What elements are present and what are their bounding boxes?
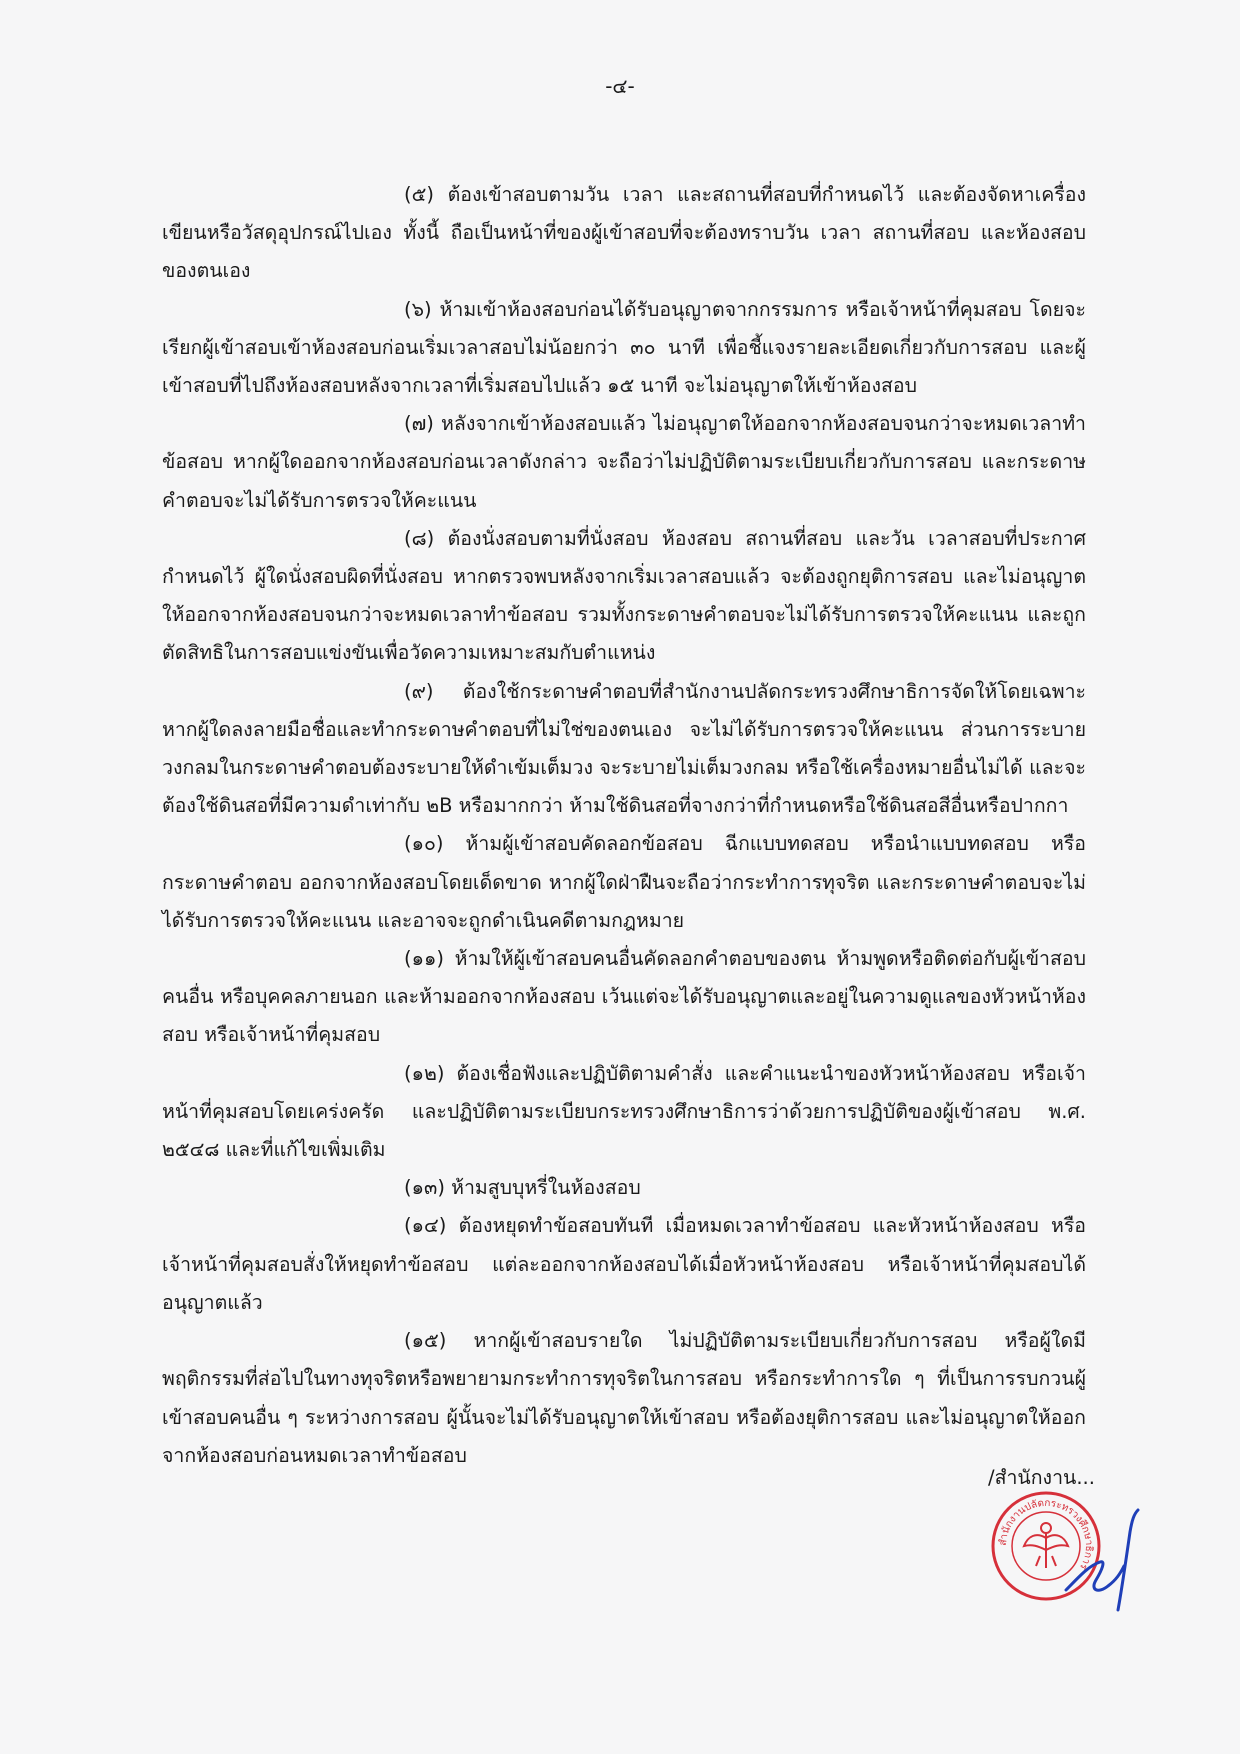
rule-paragraph-6: (๖) ห้ามเข้าห้องสอบก่อนได้รับอนุญาตจากกรรมการ หรือเจ้าหน้าที่คุมสอบ โดยจะเรียกผู้เข้าสอบเข้าห้องสอบก่อนเริ่มเวลาสอบไม่น้อยกว่า ๓๐ นาที เพื่อชี้แจงรายละเอียดเกี่ยวกับการสอบ และผู้เข้าสอบที่ไปถึงห้องสอบหลังจากเวลาที่เริ่มสอบไปแล้ว ๑๕ นาที จะไม่อนุญาตให้เข้าห้องสอบ [162, 297, 1086, 398]
rule-paragraph-15: (๑๕) หากผู้เข้าสอบรายใด ไม่ปฏิบัติตามระเบียบเกี่ยวกับการสอบ หรือผู้ใดมีพฤติกรรมที่ส่อไปในทางทุจริตหรือพยายามกระทำการทุจริตในการสอบ หรือกระทำการใด ๆ ที่เป็นการรบกวนผู้เข้าสอบคนอื่น ๆ ระหว่างการสอบ ผู้นั้นจะไม่ได้รับอนุญาตให้เข้าสอบ หรือต้องยุติการสอบ และไม่อนุญาตให้ออกจากห้องสอบก่อนหมดเวลาทำข้อสอบ [162, 1329, 1086, 1467]
rule-paragraph-5: (๕) ต้องเข้าสอบตามวัน เวลา และสถานที่สอบที่กำหนดไว้ และต้องจัดหาเครื่องเขียนหรือวัสดุอุปกรณ์ไปเอง ทั้งนี้ ถือเป็นหน้าที่ของผู้เข้าสอบที่จะต้องทราบวัน เวลา สถานที่สอบ และห้องสอบของตนเอง [162, 183, 1086, 283]
rule-paragraph-14: (๑๔) ต้องหยุดทำข้อสอบทันที เมื่อหมดเวลาทำข้อสอบ และหัวหน้าห้องสอบ หรือเจ้าหน้าที่คุมสอบสั่งให้หยุดทำข้อสอบ แต่ละออกจากห้องสอบได้เมื่อหัวหน้าห้องสอบ หรือเจ้าหน้าที่คุมสอบได้อนุญาตแล้ว [162, 1214, 1086, 1314]
rule-paragraph-11: (๑๑) ห้ามให้ผู้เข้าสอบคนอื่นคัดลอกคำตอบของตน ห้ามพูดหรือติดต่อกับผู้เข้าสอบคนอื่น หรือบุคคลภายนอก และห้ามออกจากห้องสอบ เว้นแต่จะได้รับอนุญาตและอยู่ในความดูแลของหัวหน้าห้องสอบ หรือเจ้าหน้าที่คุมสอบ [162, 947, 1086, 1047]
rule-paragraph-12: (๑๒) ต้องเชื่อฟังและปฏิบัติตามคำสั่ง และคำแนะนำของหัวหน้าห้องสอบ หรือเจ้าหน้าที่คุมสอบโดยเคร่งครัด และปฏิบัติตามระเบียบกระทรวงศึกษาธิการว่าด้วยการปฏิบัติของผู้เข้าสอบ พ.ศ. ๒๕๔๘ และที่แก้ไขเพิ่มเติม [162, 1061, 1086, 1162]
page-number: -๔- [605, 74, 635, 98]
seal-ring-text: สำนักงานปลัดกระทรวงศึกษาธิการ [997, 1497, 1095, 1572]
handwritten-signature [1058, 1490, 1148, 1620]
rule-paragraph-9: (๙) ต้องใช้กระดาษคำตอบที่สำนักงานปลัดกระทรวงศึกษาธิการจัดให้โดยเฉพาะ หากผู้ใดลงลายมือชื่อและทำกระดาษคำตอบที่ไม่ใช่ของตนเอง จะไม่ได้รับการตรวจให้คะแนน ส่วนการระบายวงกลมในกระดาษคำตอบต้องระบายให้ดำเข้มเต็มวง จะระบายไม่เต็มวงกลม หรือใช้เครื่องหมายอื่นไม่ได้ และจะต้องใช้ดินสอที่มีความดำเท่ากับ ๒B หรือมากกว่า ห้ามใช้ดินสอที่จางกว่าที่กำหนดหรือใช้ดินสอสีอื่นหรือปากกา [162, 679, 1086, 818]
rule-paragraph-7: (๗) หลังจากเข้าห้องสอบแล้ว ไม่อนุญาตให้ออกจากห้องสอบจนกว่าจะหมดเวลาทำข้อสอบ หากผู้ใดออกจากห้องสอบก่อนเวลาดังกล่าว จะถือว่าไม่ปฏิบัติตามระเบียบเกี่ยวกับการสอบ และกระดาษคำตอบจะไม่ได้รับการตรวจให้คะแนน [162, 412, 1086, 512]
rule-paragraph-13: (๑๓) ห้ามสูบบุหรี่ในห้องสอบ [404, 1176, 641, 1200]
rule-paragraph-8: (๘) ต้องนั่งสอบตามที่นั่งสอบ ห้องสอบ สถานที่สอบ และวัน เวลาสอบที่ประกาศกำหนดไว้ ผู้ใดนั่งสอบผิดที่นั่งสอบ หากตรวจพบหลังจากเริ่มเวลาสอบแล้ว จะต้องถูกยุติการสอบ และไม่อนุญาตให้ออกจากห้องสอบจนกว่าจะหมดเวลาทำข้อสอบ รวมทั้งกระดาษคำตอบจะไม่ได้รับการตรวจให้คะแนน และถูกตัดสิทธิในการสอบแข่งขันเพื่อวัดความเหมาะสมกับตำแหน่ง [162, 526, 1086, 665]
rule-paragraph-10: (๑๐) ห้ามผู้เข้าสอบคัดลอกข้อสอบ ฉีกแบบทดสอบ หรือนำแบบทดสอบ หรือกระดาษคำตอบ ออกจากห้องสอบโดยเด็ดขาด หากผู้ใดฝ่าฝืนจะถือว่ากระทำการทุจริต และกระดาษคำตอบจะไม่ได้รับการตรวจให้คะแนน และอาจจะถูกดำเนินคดีตามกฎหมาย [162, 832, 1086, 932]
rules-body [162, 176, 1086, 1475]
continuation-note: /สำนักงาน... [988, 1466, 1095, 1489]
